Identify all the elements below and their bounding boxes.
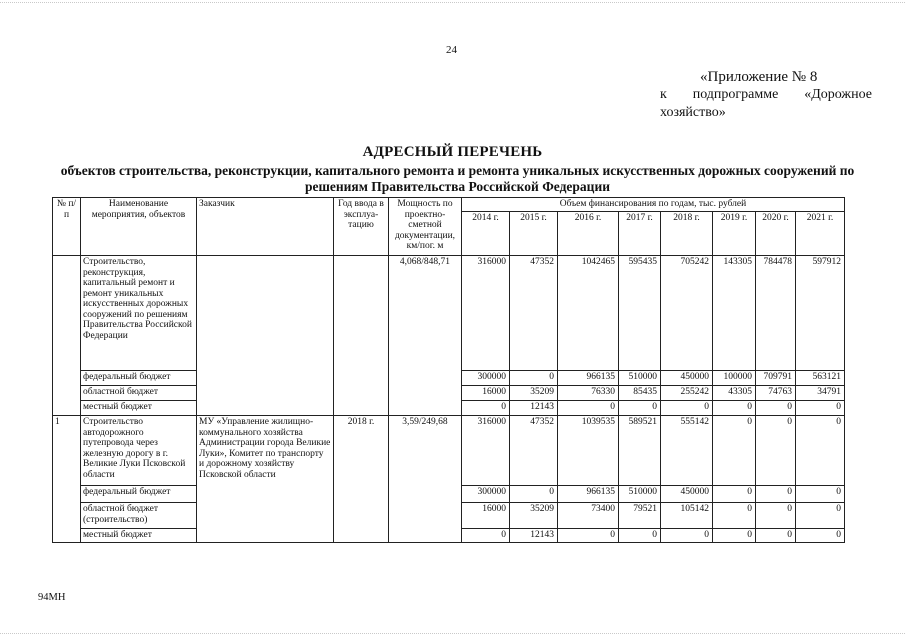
appendix-line-2: [660, 86, 872, 104]
value-cell: 709791: [756, 371, 796, 386]
row-label: федеральный бюджет: [81, 486, 197, 503]
value-cell: 0: [713, 486, 756, 503]
value-cell: 0: [661, 529, 713, 543]
appendix-word-subprogram: подпрограмме: [692, 87, 779, 102]
customer-cell: МУ «Управление жилищно-коммунального хозяйства Администрации города Великие Луки», Комитет по транспорту и дорожному хозяйству Псковской области: [197, 416, 334, 543]
value-cell: 300000: [462, 371, 510, 386]
row-label: областной бюджет (строительство): [81, 503, 197, 529]
value-cell: 0: [510, 371, 558, 386]
value-cell: 595435: [619, 256, 661, 371]
value-cell: 0: [796, 416, 845, 486]
value-cell: 73400: [558, 503, 619, 529]
document-title: АДРЕСНЫЙ ПЕРЕЧЕНЬ: [362, 144, 543, 160]
header-row: [53, 198, 845, 212]
footer-code: 94МН: [38, 592, 66, 603]
value-cell: 510000: [619, 371, 661, 386]
year-header: 2020 г.: [756, 212, 796, 256]
value-cell: 0: [756, 529, 796, 543]
year-header: 2017 г.: [619, 212, 661, 256]
value-cell: 510000: [619, 486, 661, 503]
row-label: областной бюджет: [81, 386, 197, 401]
value-cell: 450000: [661, 486, 713, 503]
value-cell: 563121: [796, 371, 845, 386]
value-cell: 0: [510, 486, 558, 503]
value-cell: 16000: [462, 386, 510, 401]
row-number: [53, 256, 81, 416]
customer-cell: [197, 256, 334, 416]
page-number: 24: [446, 44, 457, 56]
row-label: Строительство, реконструкция, капитальный ремонт и ремонт уникальных искусственных дорожных сооружений по решениям Правительства Российской Федерации: [81, 256, 197, 371]
value-cell: 0: [756, 486, 796, 503]
funding-table: [52, 197, 845, 543]
year-header: 2015 г.: [510, 212, 558, 256]
value-cell: 966135: [558, 486, 619, 503]
value-cell: 74763: [756, 386, 796, 401]
value-cell: 0: [558, 401, 619, 416]
header-capacity: Мощность по проектно-сметной документации, км/пог. м: [389, 198, 462, 256]
value-cell: 0: [796, 529, 845, 543]
value-cell: 555142: [661, 416, 713, 486]
header-customer: Заказчик: [197, 198, 334, 256]
row-label: местный бюджет: [81, 529, 197, 543]
value-cell: 705242: [661, 256, 713, 371]
value-cell: 0: [796, 503, 845, 529]
value-cell: 16000: [462, 503, 510, 529]
value-cell: 1042465: [558, 256, 619, 371]
value-cell: 0: [713, 401, 756, 416]
value-cell: 255242: [661, 386, 713, 401]
value-cell: 0: [619, 401, 661, 416]
value-cell: 143305: [713, 256, 756, 371]
year-header: 2016 г.: [558, 212, 619, 256]
appendix-word-k: к: [660, 87, 667, 102]
value-cell: 47352: [510, 256, 558, 371]
row-label: Строительство автодорожного путепровода через железную дорогу в г. Великие Луки Псковской области: [81, 416, 197, 486]
year-header: 2018 г.: [661, 212, 713, 256]
table-row: [53, 256, 845, 371]
appendix-line-1: «Приложение № 8: [700, 69, 818, 85]
row-label: местный бюджет: [81, 401, 197, 416]
value-cell: 35209: [510, 386, 558, 401]
value-cell: 43305: [713, 386, 756, 401]
value-cell: 300000: [462, 486, 510, 503]
value-cell: 34791: [796, 386, 845, 401]
row-label: федеральный бюджет: [81, 371, 197, 386]
year-cell: [334, 256, 389, 416]
header-funding: Объем финансирования по годам, тыс. рублей: [462, 198, 845, 212]
scan-edge-top: [0, 2, 905, 4]
appendix-word-road: «Дорожное: [804, 87, 872, 102]
header-name: Наименование мероприятия, объектов: [81, 198, 197, 256]
header-num: № п/п: [53, 198, 81, 256]
document-subtitle: объектов строительства, реконструкции, капитального ремонта и ремонта уникальных искусственных дорожных сооружений по решениям Правительства Российской Федерации: [60, 163, 855, 194]
value-cell: 76330: [558, 386, 619, 401]
value-cell: 316000: [462, 256, 510, 371]
value-cell: 0: [462, 401, 510, 416]
header-year: Год ввода в эксплуа-тацию: [334, 198, 389, 256]
value-cell: 1039535: [558, 416, 619, 486]
value-cell: 0: [756, 416, 796, 486]
scan-edge-bottom: [0, 633, 905, 635]
appendix-line-3: хозяйство»: [660, 105, 726, 120]
row-number: 1: [53, 416, 81, 543]
year-header: 2021 г.: [796, 212, 845, 256]
capacity-cell: 3,59/249,68: [389, 416, 462, 543]
year-cell: 2018 г.: [334, 416, 389, 543]
value-cell: 105142: [661, 503, 713, 529]
value-cell: 0: [756, 401, 796, 416]
value-cell: 0: [462, 529, 510, 543]
value-cell: 79521: [619, 503, 661, 529]
appendix-caption: [660, 68, 872, 122]
value-cell: 0: [558, 529, 619, 543]
value-cell: 35209: [510, 503, 558, 529]
value-cell: 0: [796, 401, 845, 416]
value-cell: 0: [756, 503, 796, 529]
value-cell: 0: [713, 529, 756, 543]
value-cell: 0: [713, 416, 756, 486]
value-cell: 12143: [510, 529, 558, 543]
value-cell: 450000: [661, 371, 713, 386]
value-cell: 0: [619, 529, 661, 543]
year-header: 2014 г.: [462, 212, 510, 256]
value-cell: 597912: [796, 256, 845, 371]
table-row: [53, 416, 845, 486]
capacity-cell: 4,068/848,71: [389, 256, 462, 416]
value-cell: 0: [661, 401, 713, 416]
value-cell: 316000: [462, 416, 510, 486]
value-cell: 589521: [619, 416, 661, 486]
value-cell: 0: [713, 503, 756, 529]
value-cell: 85435: [619, 386, 661, 401]
value-cell: 0: [796, 486, 845, 503]
value-cell: 784478: [756, 256, 796, 371]
year-header: 2019 г.: [713, 212, 756, 256]
value-cell: 966135: [558, 371, 619, 386]
value-cell: 100000: [713, 371, 756, 386]
value-cell: 47352: [510, 416, 558, 486]
value-cell: 12143: [510, 401, 558, 416]
